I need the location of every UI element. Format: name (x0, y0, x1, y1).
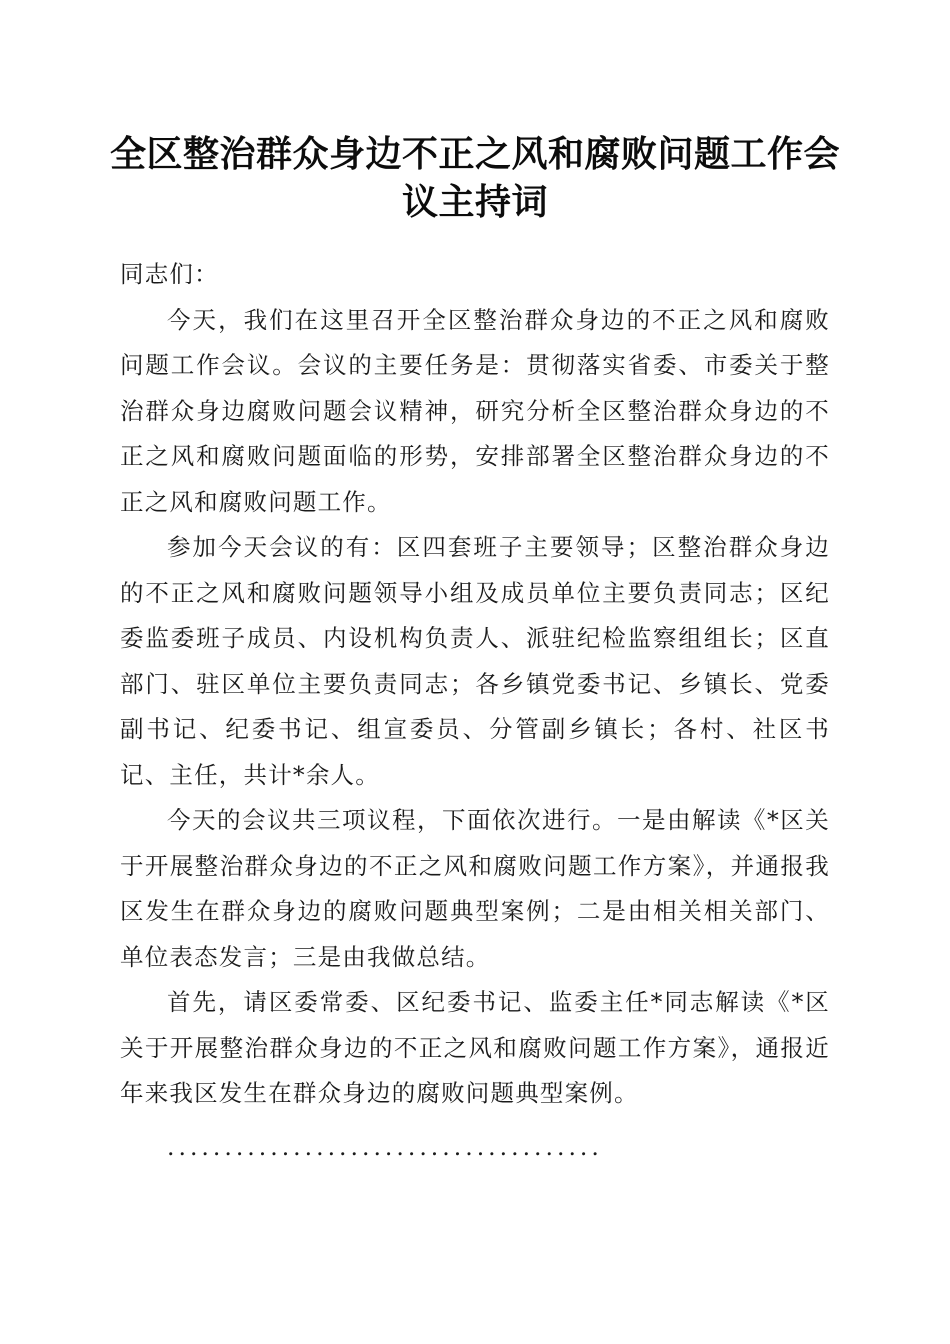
paragraph-agenda: 今天的会议共三项议程，下面依次进行。一是由解读《*区关于开展整治群众身边的不正之风和腐败问题工作方案》，并通报我区发生在群众身边的腐败问题典型案例；二是由相关相关部门、单位表态发言；三是由我做总结。 (120, 806, 830, 971)
ellipsis-line: ...................................... (167, 1132, 603, 1161)
paragraph-attendees: 参加今天会议的有：区四套班子主要领导；区整治群众身边的不正之风和腐败问题领导小组及成员单位主要负责同志；区纪委监委班子成员、内设机构负责人、派驻纪检监察组组长；区直部门、驻区单位主要负责同志；各乡镇党委书记、乡镇长、党委副书记、纪委书记、组宣委员、分管副乡镇长；各村、社区书记、主任，共计*余人。 (120, 533, 830, 789)
paragraph-opening: 今天，我们在这里召开全区整治群众身边的不正之风和腐败问题工作会议。会议的主要任务是：贯彻落实省委、市委关于整治群众身边腐败问题会议精神，研究分析全区整治群众身边的不正之风和腐败问题面临的形势，安排部署全区整治群众身边的不正之风和腐败问题工作。 (120, 305, 830, 516)
salutation: 同志们： (120, 260, 219, 288)
paragraph-first-item: 首先，请区委常委、区纪委书记、监委主任*同志解读《*区关于开展整治群众身边的不正之风和腐败问题工作方案》，通报近年来我区发生在群众身边的腐败问题典型案例。 (120, 988, 830, 1107)
document-body (120, 252, 830, 1170)
document-title: 全区整治群众身边不正之风和腐败问题工作会议主持词 (110, 133, 841, 223)
